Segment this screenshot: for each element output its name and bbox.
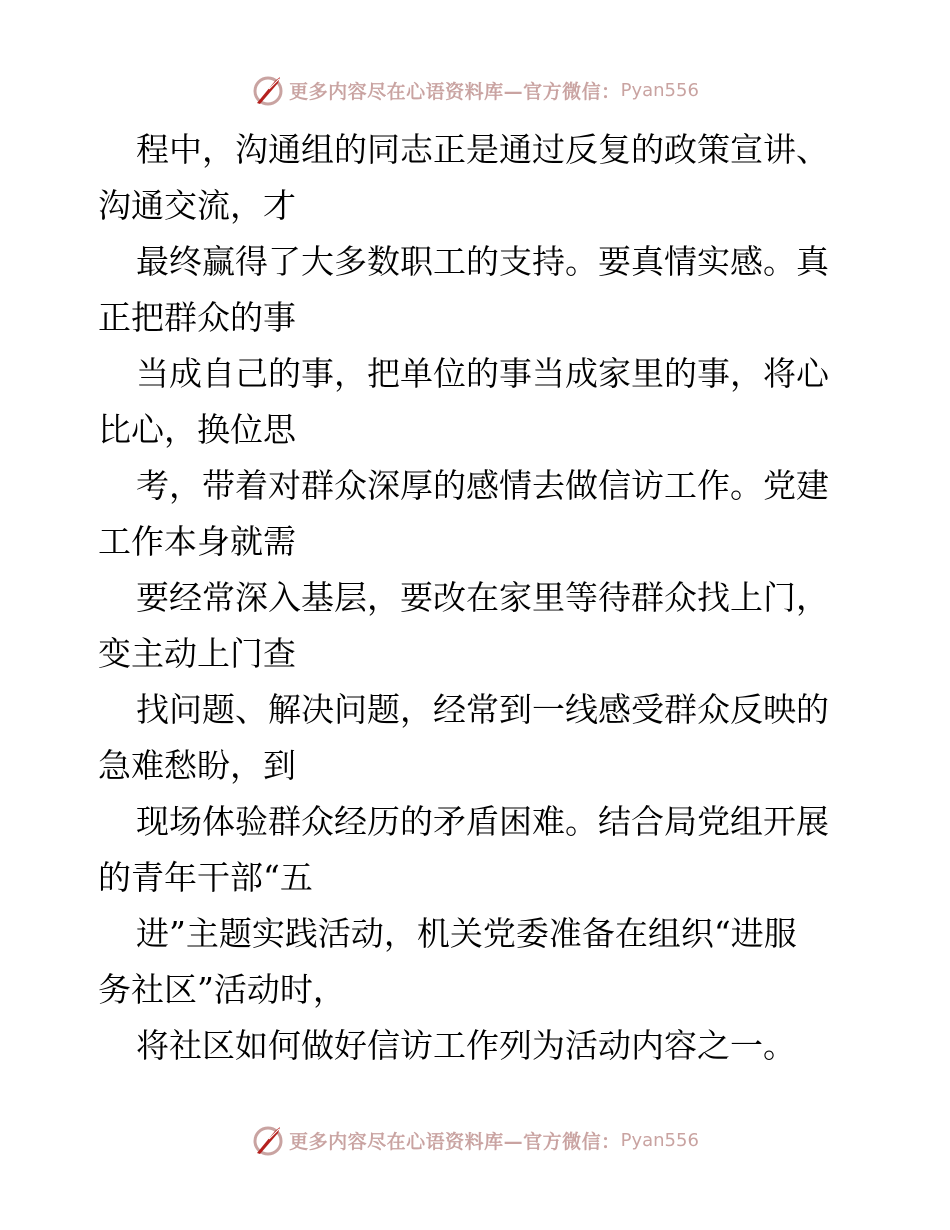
text-line: 务社区”活动时， — [98, 970, 346, 1009]
text-line: 急难愁盼，到 — [98, 746, 296, 785]
text-line: 比心，换位思 — [98, 410, 296, 449]
text-line: 变主动上门查 — [98, 634, 296, 673]
banner-wechat-id: Pyan556 — [620, 1129, 699, 1151]
text-line: 现场体验群众经历的矛盾困难。结合局党组开展 — [136, 802, 829, 841]
text-line: 沟通交流，才 — [98, 186, 296, 225]
text-line: 最终赢得了大多数职工的支持。要真情实感。真 — [136, 242, 829, 281]
footer-watermark-banner — [0, 1120, 950, 1160]
text-line: 正把群众的事 — [98, 298, 296, 337]
banner-wechat-id: Pyan556 — [620, 79, 699, 101]
text-line: 要经常深入基层，要改在家里等待群众找上门， — [136, 578, 829, 617]
banner-text: 更多内容尽在心语资料库—官方微信： — [289, 1130, 621, 1153]
header-watermark-banner — [0, 70, 950, 110]
text-line: 找问题、解决问题，经常到一线感受群众反映的 — [136, 690, 829, 729]
text-line: 程中，沟通组的同志正是通过反复的政策宣讲、 — [136, 130, 829, 169]
quill-pen-logo-icon — [251, 1123, 285, 1157]
text-line: 工作本身就需 — [98, 522, 296, 561]
text-line: 当成自己的事，把单位的事当成家里的事，将心 — [136, 354, 829, 393]
body-paragraph — [98, 122, 858, 1074]
quill-pen-logo-icon — [251, 73, 285, 107]
banner-text: 更多内容尽在心语资料库—官方微信： — [289, 80, 621, 103]
text-line: 的青年干部“五 — [98, 858, 313, 897]
text-line: 进”主题实践活动，机关党委准备在组织“进服 — [136, 914, 797, 953]
text-line: 将社区如何做好信访工作列为活动内容之一。 — [136, 1026, 796, 1065]
text-line: 考，带着对群众深厚的感情去做信访工作。党建 — [136, 466, 829, 505]
